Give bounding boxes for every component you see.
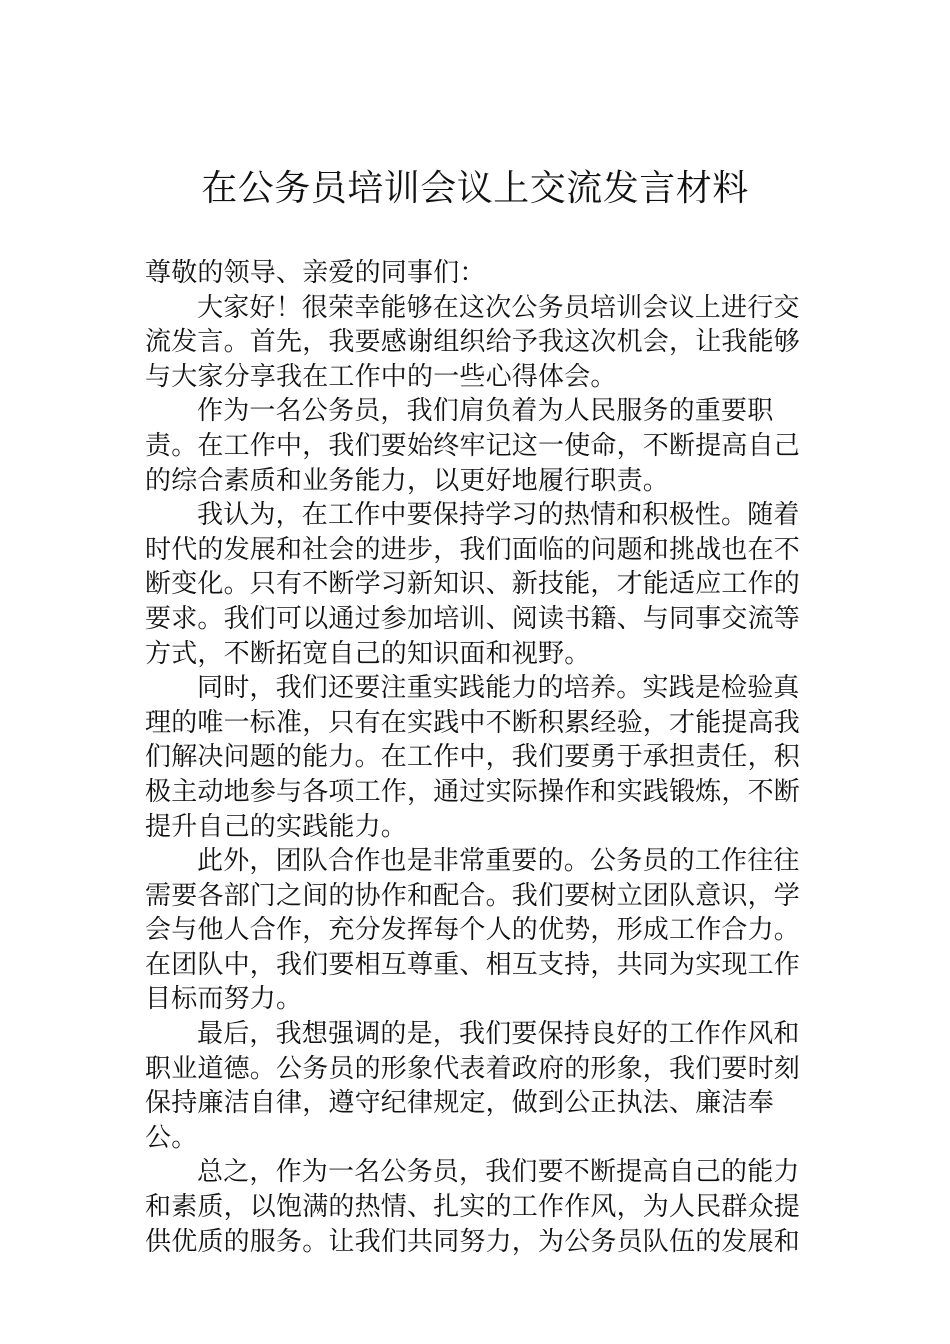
paragraph: 我认为，在工作中要保持学习的热情和积极性。随着时代的发展和社会的进步，我们面临的问题和挑战也在不断变化。只有不断学习新知识、新技能，才能适应工作的要求。我们可以通过参加培训、阅读书籍、与同事交流等方式，不断拓宽自己的知识面和视野。 bbox=[145, 500, 801, 669]
paragraph: 此外，团队合作也是非常重要的。公务员的工作往往需要各部门之间的协作和配合。我们要树立团队意识，学会与他人合作，充分发挥每个人的优势，形成工作合力。在团队中，我们要相互尊重、相互支持，共同为实现工作目标而努力。 bbox=[145, 846, 801, 1015]
paragraph: 作为一名公务员，我们肩负着为人民服务的重要职责。在工作中，我们要始终牢记这一使命，不断提高自己的综合素质和业务能力，以更好地履行职责。 bbox=[145, 396, 801, 496]
salutation: 尊敬的领导、亲爱的同事们： bbox=[145, 258, 486, 288]
paragraph: 最后，我想强调的是，我们要保持良好的工作作风和职业道德。公务员的形象代表着政府的形象，我们要时刻保持廉洁自律，遵守纪律规定，做到公正执法、廉洁奉公。 bbox=[145, 1019, 801, 1153]
document-body bbox=[145, 256, 810, 1259]
paragraph: 同时，我们还要注重实践能力的培养。实践是检验真理的唯一标准，只有在实践中不断积累经验，才能提高我们解决问题的能力。在工作中，我们要勇于承担责任，积极主动地参与各项工作，通过实际操作和实践锻炼，不断提升自己的实践能力。 bbox=[145, 673, 801, 842]
document-title: 在公务员培训会议上交流发言材料 bbox=[201, 168, 749, 209]
paragraph: 总之，作为一名公务员，我们要不断提高自己的能力和素质，以饱满的热情、扎实的工作作风，为人民群众提供优质的服务。让我们共同努力，为公务员队伍的发展和 bbox=[145, 1157, 801, 1257]
paragraph: 大家好！很荣幸能够在这次公务员培训会议上进行交流发言。首先，我要感谢组织给予我这次机会，让我能够与大家分享我在工作中的一些心得体会。 bbox=[145, 292, 801, 392]
